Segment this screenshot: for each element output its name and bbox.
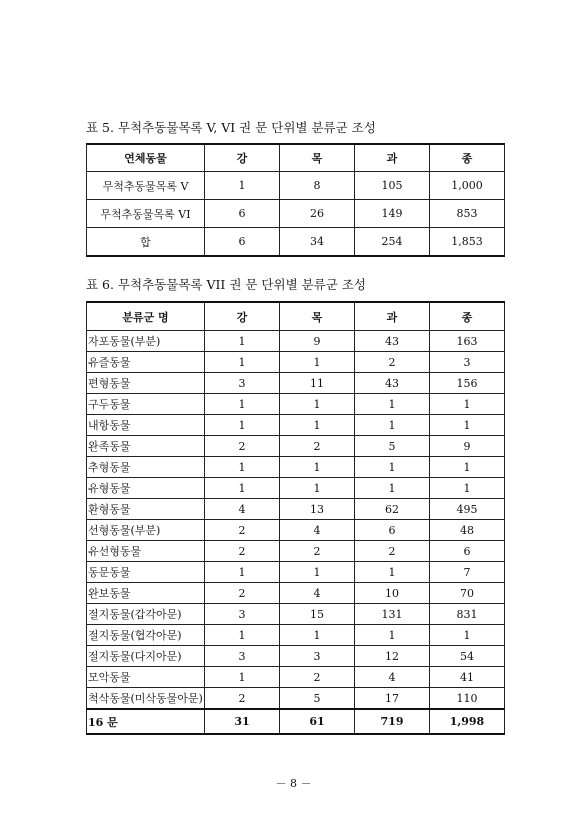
- row-label-cell: 척삭동물(미삭동물아문): [87, 688, 205, 710]
- table6-header-cell: 목: [280, 302, 355, 331]
- row-label-cell: 유즐동물: [87, 352, 205, 373]
- table-cell: 62: [355, 499, 430, 520]
- table-row: [87, 688, 505, 710]
- table-cell: 105: [355, 172, 430, 200]
- row-label-cell: 완족동물: [87, 436, 205, 457]
- table-cell: 1,853: [430, 228, 505, 257]
- table-cell: 7: [430, 562, 505, 583]
- table-cell: 1: [280, 415, 355, 436]
- table-cell: 1: [280, 394, 355, 415]
- row-label-cell: 무척추동물목록 VI: [87, 200, 205, 228]
- table-cell: 1: [280, 352, 355, 373]
- row-label-cell: 유형동물: [87, 478, 205, 499]
- table-cell: 34: [280, 228, 355, 257]
- table-cell: 163: [430, 331, 505, 352]
- table-cell: 9: [280, 331, 355, 352]
- table-cell: 1: [430, 625, 505, 646]
- row-label-cell: 구두동물: [87, 394, 205, 415]
- table-row: [87, 583, 505, 604]
- table-cell: 6: [205, 200, 280, 228]
- table-cell: 2: [280, 436, 355, 457]
- table-cell: 6: [430, 541, 505, 562]
- table6-header-row: [87, 302, 505, 331]
- table-row: [87, 352, 505, 373]
- table-cell: 831: [430, 604, 505, 625]
- table-cell: 6: [205, 228, 280, 257]
- table-cell: 1: [205, 172, 280, 200]
- row-label-cell: 절지동물(다지아문): [87, 646, 205, 667]
- table-cell: 4: [280, 520, 355, 541]
- table-cell: 2: [205, 583, 280, 604]
- table6-header-cell: 과: [355, 302, 430, 331]
- table-cell: 9: [430, 436, 505, 457]
- table-cell: 2: [355, 541, 430, 562]
- table-cell: 54: [430, 646, 505, 667]
- table-cell: 17: [355, 688, 430, 710]
- table-cell: 2: [205, 436, 280, 457]
- table-cell: 70: [430, 583, 505, 604]
- table-cell: 12: [355, 646, 430, 667]
- table-cell: 1: [205, 457, 280, 478]
- table-cell: 2: [355, 352, 430, 373]
- table5-header-cell: 목: [280, 144, 355, 172]
- table-cell: 254: [355, 228, 430, 257]
- table-cell: 719: [355, 709, 430, 734]
- table-cell: 3: [280, 646, 355, 667]
- table-cell: 1: [205, 478, 280, 499]
- table6-header-cell: 강: [205, 302, 280, 331]
- table-cell: 2: [280, 667, 355, 688]
- table-row: [87, 541, 505, 562]
- row-label-cell: 무척추동물목록 V: [87, 172, 205, 200]
- table-cell: 61: [280, 709, 355, 734]
- table-row: [87, 520, 505, 541]
- table-cell: 2: [205, 541, 280, 562]
- table-cell: 1: [430, 478, 505, 499]
- table5-header-cell: 과: [355, 144, 430, 172]
- row-label-cell: 합: [87, 228, 205, 257]
- table5-header-cell: 연체동물: [87, 144, 205, 172]
- table-cell: 11: [280, 373, 355, 394]
- table-cell: 1: [280, 478, 355, 499]
- table-cell: 41: [430, 667, 505, 688]
- table-cell: 1: [430, 457, 505, 478]
- row-label-cell: 선형동물(부분): [87, 520, 205, 541]
- table-cell: 10: [355, 583, 430, 604]
- row-label-cell: 자포동물(부분): [87, 331, 205, 352]
- row-label-cell: 16 문: [87, 709, 205, 734]
- table-cell: 1: [205, 415, 280, 436]
- table-cell: 31: [205, 709, 280, 734]
- table-cell: 149: [355, 200, 430, 228]
- table-cell: 1: [280, 625, 355, 646]
- table-row: [87, 172, 505, 200]
- table-cell: 1: [355, 625, 430, 646]
- total-row: [87, 228, 505, 257]
- table-row: [87, 604, 505, 625]
- table-row: [87, 667, 505, 688]
- table-cell: 43: [355, 331, 430, 352]
- table5-header-cell: 강: [205, 144, 280, 172]
- table-cell: 1: [280, 457, 355, 478]
- table-row: [87, 625, 505, 646]
- table-cell: 1,000: [430, 172, 505, 200]
- table-row: [87, 331, 505, 352]
- table-row: [87, 415, 505, 436]
- row-label-cell: 모악동물: [87, 667, 205, 688]
- table-cell: 495: [430, 499, 505, 520]
- row-label-cell: 환형동물: [87, 499, 205, 520]
- table-cell: 1: [430, 415, 505, 436]
- table-cell: 1: [205, 352, 280, 373]
- table-cell: 15: [280, 604, 355, 625]
- table-cell: 4: [205, 499, 280, 520]
- table-cell: 1: [430, 394, 505, 415]
- table-cell: 1: [205, 331, 280, 352]
- table5-header-cell: 종: [430, 144, 505, 172]
- table-cell: 3: [205, 604, 280, 625]
- table6-header-cell: 분류군 명: [87, 302, 205, 331]
- table-row: [87, 436, 505, 457]
- table-cell: 1: [205, 562, 280, 583]
- table-cell: 1: [355, 394, 430, 415]
- row-label-cell: 절지동물(갑각아문): [87, 604, 205, 625]
- row-label-cell: 편형동물: [87, 373, 205, 394]
- table-cell: 3: [430, 352, 505, 373]
- table-cell: 853: [430, 200, 505, 228]
- row-label-cell: 동문동물: [87, 562, 205, 583]
- table-row: [87, 457, 505, 478]
- table-cell: 8: [280, 172, 355, 200]
- row-label-cell: 추형동물: [87, 457, 205, 478]
- table-cell: 4: [355, 667, 430, 688]
- table5: [86, 143, 505, 257]
- table-cell: 131: [355, 604, 430, 625]
- table5-caption: 표 5. 무척추동물목록 V, VI 권 문 단위별 분류군 조성: [86, 120, 376, 135]
- table-cell: 1: [355, 562, 430, 583]
- table-cell: 1: [205, 625, 280, 646]
- row-label-cell: 완보동물: [87, 583, 205, 604]
- table6: [86, 301, 505, 735]
- table-row: [87, 373, 505, 394]
- table-row: [87, 394, 505, 415]
- table-cell: 2: [280, 541, 355, 562]
- table-row: [87, 646, 505, 667]
- table-cell: 5: [355, 436, 430, 457]
- table-cell: 1,998: [430, 709, 505, 734]
- row-label-cell: 내항동물: [87, 415, 205, 436]
- row-label-cell: 유선형동물: [87, 541, 205, 562]
- table-row: [87, 499, 505, 520]
- table-cell: 6: [355, 520, 430, 541]
- table-cell: 1: [205, 394, 280, 415]
- table-cell: 1: [355, 478, 430, 499]
- table-cell: 1: [355, 457, 430, 478]
- table6-header-cell: 종: [430, 302, 505, 331]
- table-cell: 1: [355, 415, 430, 436]
- table-cell: 4: [280, 583, 355, 604]
- table5-header-row: [87, 144, 505, 172]
- table-cell: 43: [355, 373, 430, 394]
- table-cell: 3: [205, 646, 280, 667]
- table-cell: 1: [205, 667, 280, 688]
- table-cell: 48: [430, 520, 505, 541]
- table-row: [87, 478, 505, 499]
- table6-caption: 표 6. 무척추동물목록 VII 권 문 단위별 분류군 조성: [86, 277, 366, 292]
- table-cell: 3: [205, 373, 280, 394]
- page-number: － 8 －: [275, 777, 312, 790]
- table-cell: 1: [280, 562, 355, 583]
- table-cell: 156: [430, 373, 505, 394]
- total-row: [87, 709, 505, 734]
- table-cell: 13: [280, 499, 355, 520]
- table-row: [87, 200, 505, 228]
- table-cell: 110: [430, 688, 505, 710]
- row-label-cell: 절지동물(협각아문): [87, 625, 205, 646]
- table-cell: 2: [205, 520, 280, 541]
- table-cell: 26: [280, 200, 355, 228]
- table-cell: 5: [280, 688, 355, 710]
- table-cell: 2: [205, 688, 280, 710]
- table-row: [87, 562, 505, 583]
